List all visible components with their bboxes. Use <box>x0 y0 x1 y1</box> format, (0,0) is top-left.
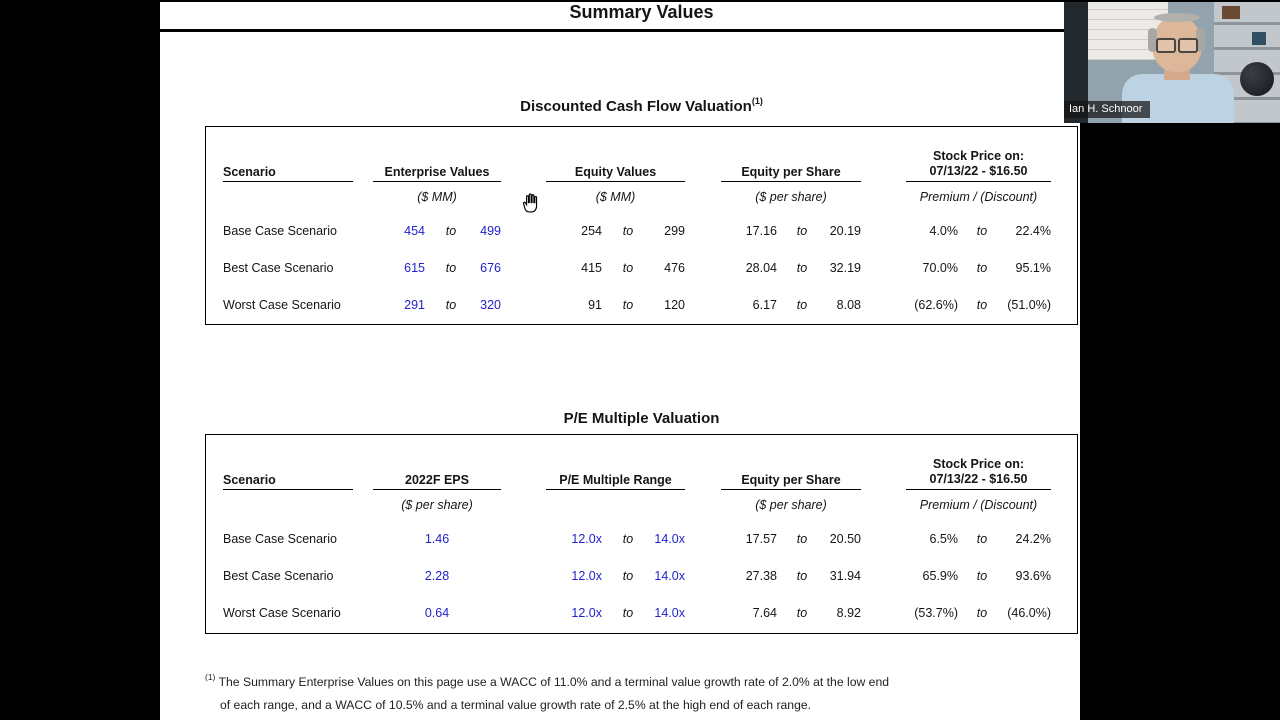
ev-high: 676 <box>480 260 501 275</box>
premium-high: 24.2% <box>1015 531 1051 546</box>
ps-low: 17.16 <box>745 223 777 238</box>
premium-high: 93.6% <box>1015 568 1051 583</box>
range-to: to <box>976 568 988 583</box>
pe-valuation-table <box>205 434 1078 634</box>
dcf-units-premium: Premium / (Discount) <box>919 190 1038 204</box>
glasses-icon <box>1178 38 1198 53</box>
pe-units-eps: ($ per share) <box>401 498 473 512</box>
dcf-units-equity: ($ MM) <box>595 190 636 204</box>
dcf-section-title-text: Discounted Cash Flow Valuation <box>520 98 752 115</box>
range-to: to <box>622 223 634 238</box>
scenario-label: Best Case Scenario <box>223 260 334 275</box>
pe-low: 12.0x <box>571 531 602 546</box>
premium-low: 6.5% <box>929 531 958 546</box>
range-to: to <box>445 223 457 238</box>
pe-high: 14.0x <box>654 531 685 546</box>
glasses-icon <box>1156 38 1176 53</box>
ps-high: 31.94 <box>829 568 861 583</box>
premium-high: 95.1% <box>1015 260 1051 275</box>
range-to: to <box>976 605 988 620</box>
pe-high: 14.0x <box>654 568 685 583</box>
premium-low: (53.7%) <box>914 605 958 620</box>
table-row <box>206 212 1077 249</box>
webcam-shelf-item <box>1222 6 1240 19</box>
pe-header-equity-per-share: Equity per Share <box>721 473 861 490</box>
dcf-header-equity-values: Equity Values <box>546 165 685 182</box>
range-to: to <box>622 260 634 275</box>
footnote <box>205 666 889 717</box>
webcam-shelf-item <box>1252 32 1266 45</box>
range-to: to <box>796 260 808 275</box>
premium-high: 22.4% <box>1015 223 1051 238</box>
eq-low: 415 <box>581 260 602 275</box>
table-row <box>206 594 1077 631</box>
scenario-label: Base Case Scenario <box>223 223 337 238</box>
ev-low: 615 <box>404 260 425 275</box>
eps-value: 1.46 <box>424 531 450 546</box>
range-to: to <box>622 531 634 546</box>
eq-low: 91 <box>588 297 602 312</box>
eq-high: 476 <box>664 260 685 275</box>
range-to: to <box>976 223 988 238</box>
ev-high: 320 <box>480 297 501 312</box>
table-row <box>206 286 1077 323</box>
stock-price-label: Stock Price on: <box>933 457 1024 471</box>
pe-high: 14.0x <box>654 605 685 620</box>
letterbox-top-edge <box>0 0 1280 2</box>
presenter-hair <box>1154 13 1200 22</box>
dcf-units-enterprise: ($ MM) <box>417 190 457 204</box>
pe-section-title: P/E Multiple Valuation <box>563 410 720 427</box>
range-to: to <box>976 297 988 312</box>
dcf-header-enterprise-values: Enterprise Values <box>373 165 501 182</box>
dcf-section-title <box>160 96 1123 115</box>
range-to: to <box>796 531 808 546</box>
range-to: to <box>796 223 808 238</box>
range-to: to <box>622 568 634 583</box>
ps-low: 17.57 <box>745 531 777 546</box>
pe-header-eps: 2022F EPS <box>373 473 501 490</box>
title-divider <box>160 29 1064 32</box>
dcf-header-scenario: Scenario <box>223 165 353 182</box>
premium-high: (51.0%) <box>1007 297 1051 312</box>
range-to: to <box>445 297 457 312</box>
ev-low: 454 <box>404 223 425 238</box>
webcam-globe <box>1240 62 1274 96</box>
range-to: to <box>796 568 808 583</box>
eq-low: 254 <box>581 223 602 238</box>
pe-units-per-share: ($ per share) <box>755 498 827 512</box>
pe-header-stock-price <box>906 457 1051 490</box>
ps-high: 8.92 <box>836 605 861 620</box>
premium-low: 70.0% <box>922 260 958 275</box>
eq-high: 120 <box>664 297 685 312</box>
table-row <box>206 520 1077 557</box>
dcf-header-stock-price <box>906 149 1051 182</box>
range-to: to <box>622 605 634 620</box>
page-title: Summary Values <box>569 2 714 22</box>
stock-price-value: 07/13/22 - $16.50 <box>929 472 1028 486</box>
dcf-footnote-ref: (1) <box>751 96 763 106</box>
pe-subheader-row <box>206 490 1077 520</box>
scenario-label: Base Case Scenario <box>223 531 337 546</box>
ps-low: 6.17 <box>752 297 777 312</box>
eq-high: 299 <box>664 223 685 238</box>
stock-price-value: 07/13/22 - $16.50 <box>929 164 1028 178</box>
ps-low: 27.38 <box>745 568 777 583</box>
hand-cursor-icon <box>522 192 541 213</box>
scenario-label: Worst Case Scenario <box>223 605 341 620</box>
presenter-name-badge: Ian H. Schnoor <box>1064 101 1150 118</box>
ev-high: 499 <box>480 223 501 238</box>
footnote-line-2 <box>205 694 889 717</box>
premium-low: (62.6%) <box>914 297 958 312</box>
table-row <box>206 557 1077 594</box>
ps-high: 32.19 <box>829 260 861 275</box>
eps-value: 2.28 <box>424 568 450 583</box>
footnote-line-1 <box>205 666 889 694</box>
range-to: to <box>622 297 634 312</box>
range-to: to <box>796 297 808 312</box>
ps-high: 8.08 <box>836 297 861 312</box>
footnote-text: of each range, and a WACC of 10.5% and a terminal value growth rate of 2.5% at the high end of each range. <box>220 698 812 712</box>
scenario-label: Best Case Scenario <box>223 568 334 583</box>
footnote-text: The Summary Enterprise Values on this page use a WACC of 11.0% and a terminal value growth rate of 2.0% at the low end <box>218 675 889 689</box>
ps-high: 20.19 <box>829 223 861 238</box>
dcf-header-row <box>206 127 1077 182</box>
ev-low: 291 <box>404 297 425 312</box>
range-to: to <box>445 260 457 275</box>
table-row <box>206 249 1077 286</box>
premium-high: (46.0%) <box>1007 605 1051 620</box>
ps-low: 28.04 <box>745 260 777 275</box>
dcf-header-equity-per-share: Equity per Share <box>721 165 861 182</box>
presenter-webcam-video <box>1064 0 1280 123</box>
premium-low: 4.0% <box>929 223 958 238</box>
range-to: to <box>796 605 808 620</box>
pe-header-scenario: Scenario <box>223 473 353 490</box>
dcf-valuation-table <box>205 126 1078 325</box>
pe-header-multiple-range: P/E Multiple Range <box>546 473 685 490</box>
scenario-label: Worst Case Scenario <box>223 297 341 312</box>
dcf-units-per-share: ($ per share) <box>755 190 827 204</box>
range-to: to <box>976 260 988 275</box>
range-to: to <box>976 531 988 546</box>
dcf-subheader-row <box>206 182 1077 212</box>
shared-slide <box>160 0 1080 720</box>
pe-low: 12.0x <box>571 568 602 583</box>
premium-low: 65.9% <box>922 568 958 583</box>
pe-header-row <box>206 435 1077 490</box>
pe-units-premium: Premium / (Discount) <box>919 498 1038 512</box>
ps-low: 7.64 <box>752 605 777 620</box>
ps-high: 20.50 <box>829 531 861 546</box>
pe-low: 12.0x <box>571 605 602 620</box>
eps-value: 0.64 <box>424 605 450 620</box>
footnote-ref: (1) <box>205 672 216 682</box>
stock-price-label: Stock Price on: <box>933 149 1024 163</box>
